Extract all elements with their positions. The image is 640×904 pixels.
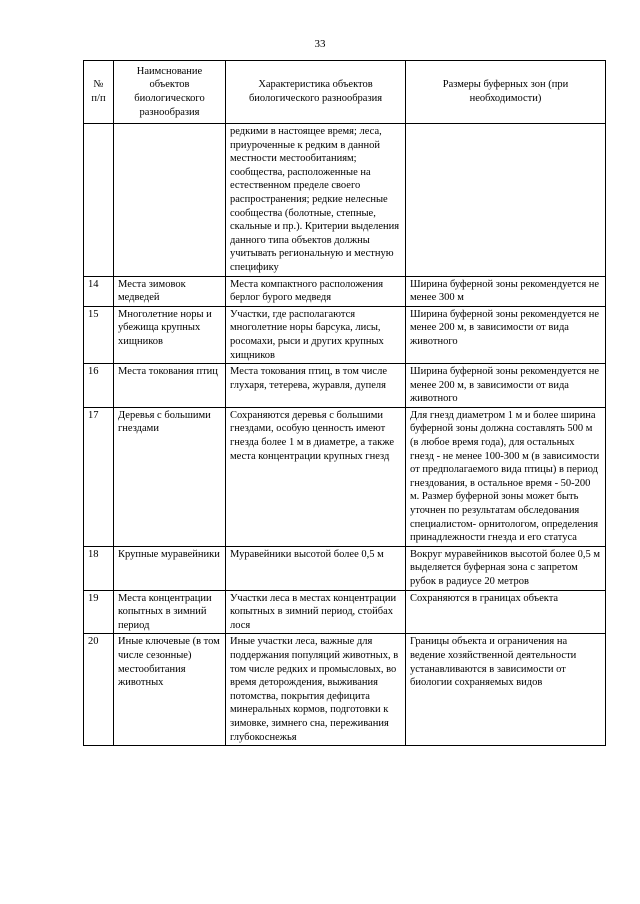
table-row bbox=[84, 306, 606, 363]
row-name: Деревья с большими гнездами bbox=[114, 407, 226, 546]
table-row bbox=[84, 124, 606, 277]
row-characteristic: Места токования птиц, в том числе глухаря, тетерева, журавля, дупеля bbox=[226, 364, 406, 408]
table-row bbox=[84, 546, 606, 590]
row-name bbox=[114, 124, 226, 277]
row-buffer bbox=[406, 124, 606, 277]
row-num: 17 bbox=[84, 407, 114, 546]
row-name: Места токования птиц bbox=[114, 364, 226, 408]
row-characteristic: Участки леса в местах концентрации копытных в зимний период, стойбах лося bbox=[226, 590, 406, 634]
row-buffer: Ширина буферной зоны рекомендуется не менее 200 м, в зависимости от вида животного bbox=[406, 364, 606, 408]
table-row bbox=[84, 276, 606, 306]
table-row bbox=[84, 634, 606, 746]
row-name: Места зимовок медведей bbox=[114, 276, 226, 306]
page-number: 33 bbox=[314, 38, 326, 50]
row-buffer: Сохраняются в границах объекта bbox=[406, 590, 606, 634]
row-buffer: Ширина буферной зоны рекомендуется не менее 300 м bbox=[406, 276, 606, 306]
row-num: 20 bbox=[84, 634, 114, 746]
row-characteristic: Места компактного расположения берлог бурого медведя bbox=[226, 276, 406, 306]
row-characteristic: Участки, где располагаются многолетние норы барсука, лисы, росомахи, рыси и других крупных хищников bbox=[226, 306, 406, 363]
row-num: 16 bbox=[84, 364, 114, 408]
row-characteristic: Муравейники высотой более 0,5 м bbox=[226, 546, 406, 590]
row-name: Места концентрации копытных в зимний период bbox=[114, 590, 226, 634]
header-characteristic: Характеристика объектов биологического разнообразия bbox=[226, 61, 406, 124]
row-num: 15 bbox=[84, 306, 114, 363]
row-num: 18 bbox=[84, 546, 114, 590]
row-buffer: Границы объекта и ограничения на ведение хозяйственной деятельности устанавливаются в зависимости от биологии сохраняемых видов bbox=[406, 634, 606, 746]
header-buffer: Размеры буферных зон (при необходимости) bbox=[406, 61, 606, 124]
row-buffer: Ширина буферной зоны рекомендуется не менее 200 м, в зависимости от вида животного bbox=[406, 306, 606, 363]
row-characteristic: редкими в настоящее время; леса, приуроченные к редким в данной местности местообитаниям; сообщества, расположенные на естественном пределе своего распространения; редкие нелесные сообщества (болотные, степные, скальные и пр.). Критерии выделения данного типа объектов должны учитывать региональную и местную специфику bbox=[226, 124, 406, 277]
table-row bbox=[84, 590, 606, 634]
biodiversity-table bbox=[83, 60, 606, 746]
row-num bbox=[84, 124, 114, 277]
row-buffer: Вокруг муравейников высотой более 0,5 м выделяется буферная зона с запретом рубок в радиусе 20 метров bbox=[406, 546, 606, 590]
row-characteristic: Иные участки леса, важные для поддержания популяций животных, в том числе редких и промысловых, во время деторождения, выживания потомства, покрытия дефицита минеральных кормов, подготовки к зимовке, зимнего сна, переживания глубокоснежья bbox=[226, 634, 406, 746]
row-num: 19 bbox=[84, 590, 114, 634]
header-num: № п/п bbox=[84, 61, 114, 124]
row-buffer: Для гнезд диаметром 1 м и более ширина буферной зоны должна составлять 500 м (в любое время года), для остальных гнезд - не менее 100-300 м (в зависимости от предполагаемого вида птицы) в период гнездования, в остальное время - 50-200 м. Размер буферной зоны может быть уточнен по результатам обследования специалистом- орнитологом, определения принадлежности гнезда и его статуса bbox=[406, 407, 606, 546]
row-name: Крупные муравейники bbox=[114, 546, 226, 590]
row-name: Иные ключевые (в том числе сезонные) местообитания животных bbox=[114, 634, 226, 746]
row-num: 14 bbox=[84, 276, 114, 306]
row-characteristic: Сохраняются деревья с большими гнездами, особую ценность имеют гнезда более 1 м в диаметре, а также места концентрации крупных гнезд bbox=[226, 407, 406, 546]
table-row bbox=[84, 364, 606, 408]
table-row bbox=[84, 407, 606, 546]
table-header-row bbox=[84, 61, 606, 124]
header-name: Наимснование объектов биологического разнообразия bbox=[114, 61, 226, 124]
row-name: Многолетние норы и убежища крупных хищников bbox=[114, 306, 226, 363]
